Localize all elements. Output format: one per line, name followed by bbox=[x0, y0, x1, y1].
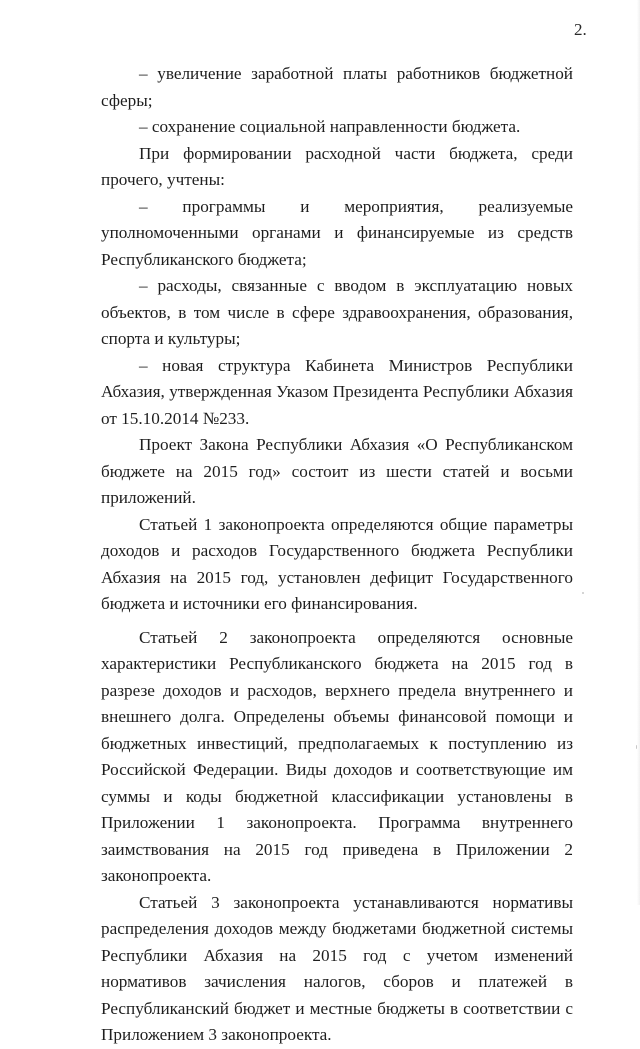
paragraph-gap bbox=[101, 618, 573, 625]
paragraph-article-2: Статьей 2 законопроекта определяются основные характеристики Республиканского бюджета на 2015 год в разрезе доходов и расходов, верхнего предела внутреннего и внешнего долга. Определены объемы финансовой помощи и бюджетных инвестиций, предполагаемых к поступлению из Российской Федерации. Виды доходов и соответствующие им суммы и коды бюджетной классификации установлены в Приложении 1 законопроекта. Программа внутреннего заимствования на 2015 год приведена в Приложении 2 законопроекта. bbox=[101, 627, 573, 885]
bullet-salary-increase: – увеличение заработной платы работников бюджетной сферы; bbox=[101, 64, 573, 110]
paragraph-draft-law: Проект Закона Республики Абхазия «О Республиканском бюджете на 2015 год» состоит из шести статей и восьми приложений. bbox=[101, 435, 573, 507]
bullet-social-orientation: – сохранение социальной направленности бюджета. bbox=[139, 117, 521, 136]
scan-speck bbox=[582, 592, 584, 594]
bullet-programs: – программы и мероприятия, реализуемые уполномоченными органами и финансируемые из средств Республиканского бюджета; bbox=[101, 196, 573, 269]
paragraph-expenditure-intro: При формировании расходной части бюджета, среди прочего, учтены: bbox=[101, 143, 573, 189]
bullet-cabinet-structure: – новая структура Кабинета Министров Республики Абхазия, утвержденная Указом Президента Республики Абхазия от 15.10.2014 №233. bbox=[101, 355, 573, 428]
paragraph-article-3: Статьей 3 законопроекта устанавливаются нормативы распределения доходов между бюджетами бюджетной системы Республики Абхазия на 2015 год с учетом изменений нормативов зачисления налогов, сборов и платежей в Республиканский бюджет и местные бюджеты в соответствии с Приложением 3 законопроекта. bbox=[101, 892, 573, 1044]
document-body bbox=[101, 61, 573, 1049]
bullet-new-facilities: – расходы, связанные с вводом в эксплуатацию новых объектов, в том числе в сфере здравоохранения, образования, спорта и культуры; bbox=[101, 276, 573, 348]
page-number: 2. bbox=[574, 20, 587, 39]
paragraph-article-1: Статьей 1 законопроекта определяются общие параметры доходов и расходов Государственного бюджета Республики Абхазия на 2015 год, установлен дефицит Государственного бюджета и источники его финансирования. bbox=[101, 514, 573, 613]
